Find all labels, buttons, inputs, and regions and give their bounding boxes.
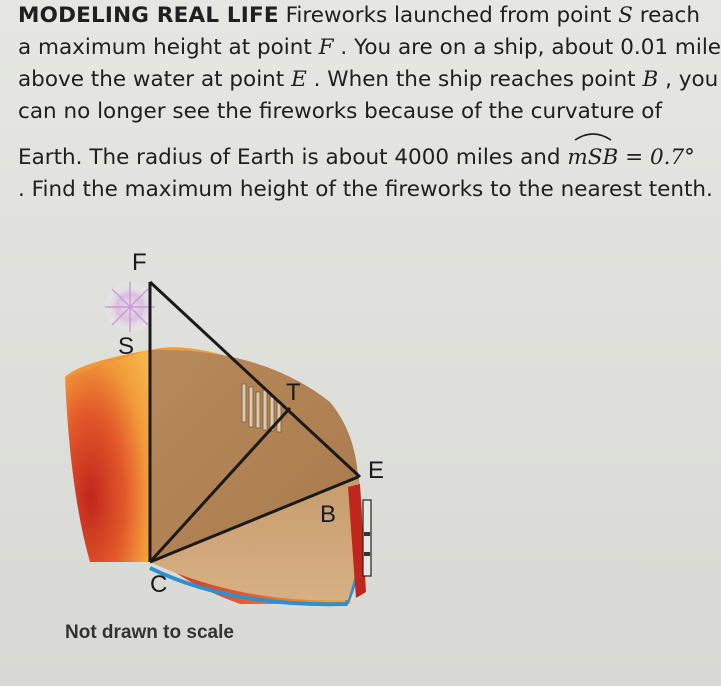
label-f: F <box>132 249 147 276</box>
label-s: S <box>118 333 135 360</box>
problem-line-2 <box>18 32 721 64</box>
arc-measure <box>567 142 695 174</box>
point-b-variable: B <box>642 67 659 92</box>
problem-text-span: . You are on a ship, about 0.01 mile <box>340 35 721 60</box>
problem-text-span: reach <box>639 3 700 28</box>
problem-text-span: Earth. The radius of Earth is about 4000 miles and <box>18 145 561 170</box>
point-s-variable: S <box>618 3 633 28</box>
problem-text <box>18 0 721 206</box>
earth-left-slab <box>65 350 150 562</box>
arc-symbol <box>573 128 613 142</box>
problem-line-3 <box>18 64 718 96</box>
label-e: E <box>368 457 385 484</box>
ship-detail <box>364 552 370 556</box>
ship-icon <box>363 500 371 576</box>
fireworks-burst <box>104 281 156 333</box>
problem-text-span: , you <box>665 67 719 92</box>
problem-text-span: above the water at point <box>18 67 285 92</box>
problem-text-span: Fireworks launched from point <box>285 3 612 28</box>
diagram-caption: Not drawn to scale <box>65 622 234 643</box>
ship-detail <box>364 532 370 536</box>
problem-line-5 <box>18 142 718 174</box>
point-e-variable: E <box>291 67 307 92</box>
point-f-variable: F <box>318 35 334 60</box>
label-t: T <box>286 379 301 406</box>
arc-measure-text: mSB = 0.7° <box>567 145 695 170</box>
section-heading: MODELING REAL LIFE <box>18 3 279 28</box>
problem-text-span: . Find the maximum height of the fireworks to the nearest tenth. <box>18 177 713 202</box>
label-c: C <box>150 571 168 598</box>
label-b: B <box>320 501 337 528</box>
problem-line-6 <box>18 174 718 206</box>
problem-text-span: can no longer see the fireworks because of the curvature of <box>18 99 663 124</box>
problem-text-span: a maximum height at point <box>18 35 312 60</box>
problem-text-span: . When the ship reaches point <box>313 67 636 92</box>
earth-diagram <box>30 232 430 632</box>
problem-line-4 <box>18 96 718 128</box>
problem-line-1 <box>18 0 718 32</box>
